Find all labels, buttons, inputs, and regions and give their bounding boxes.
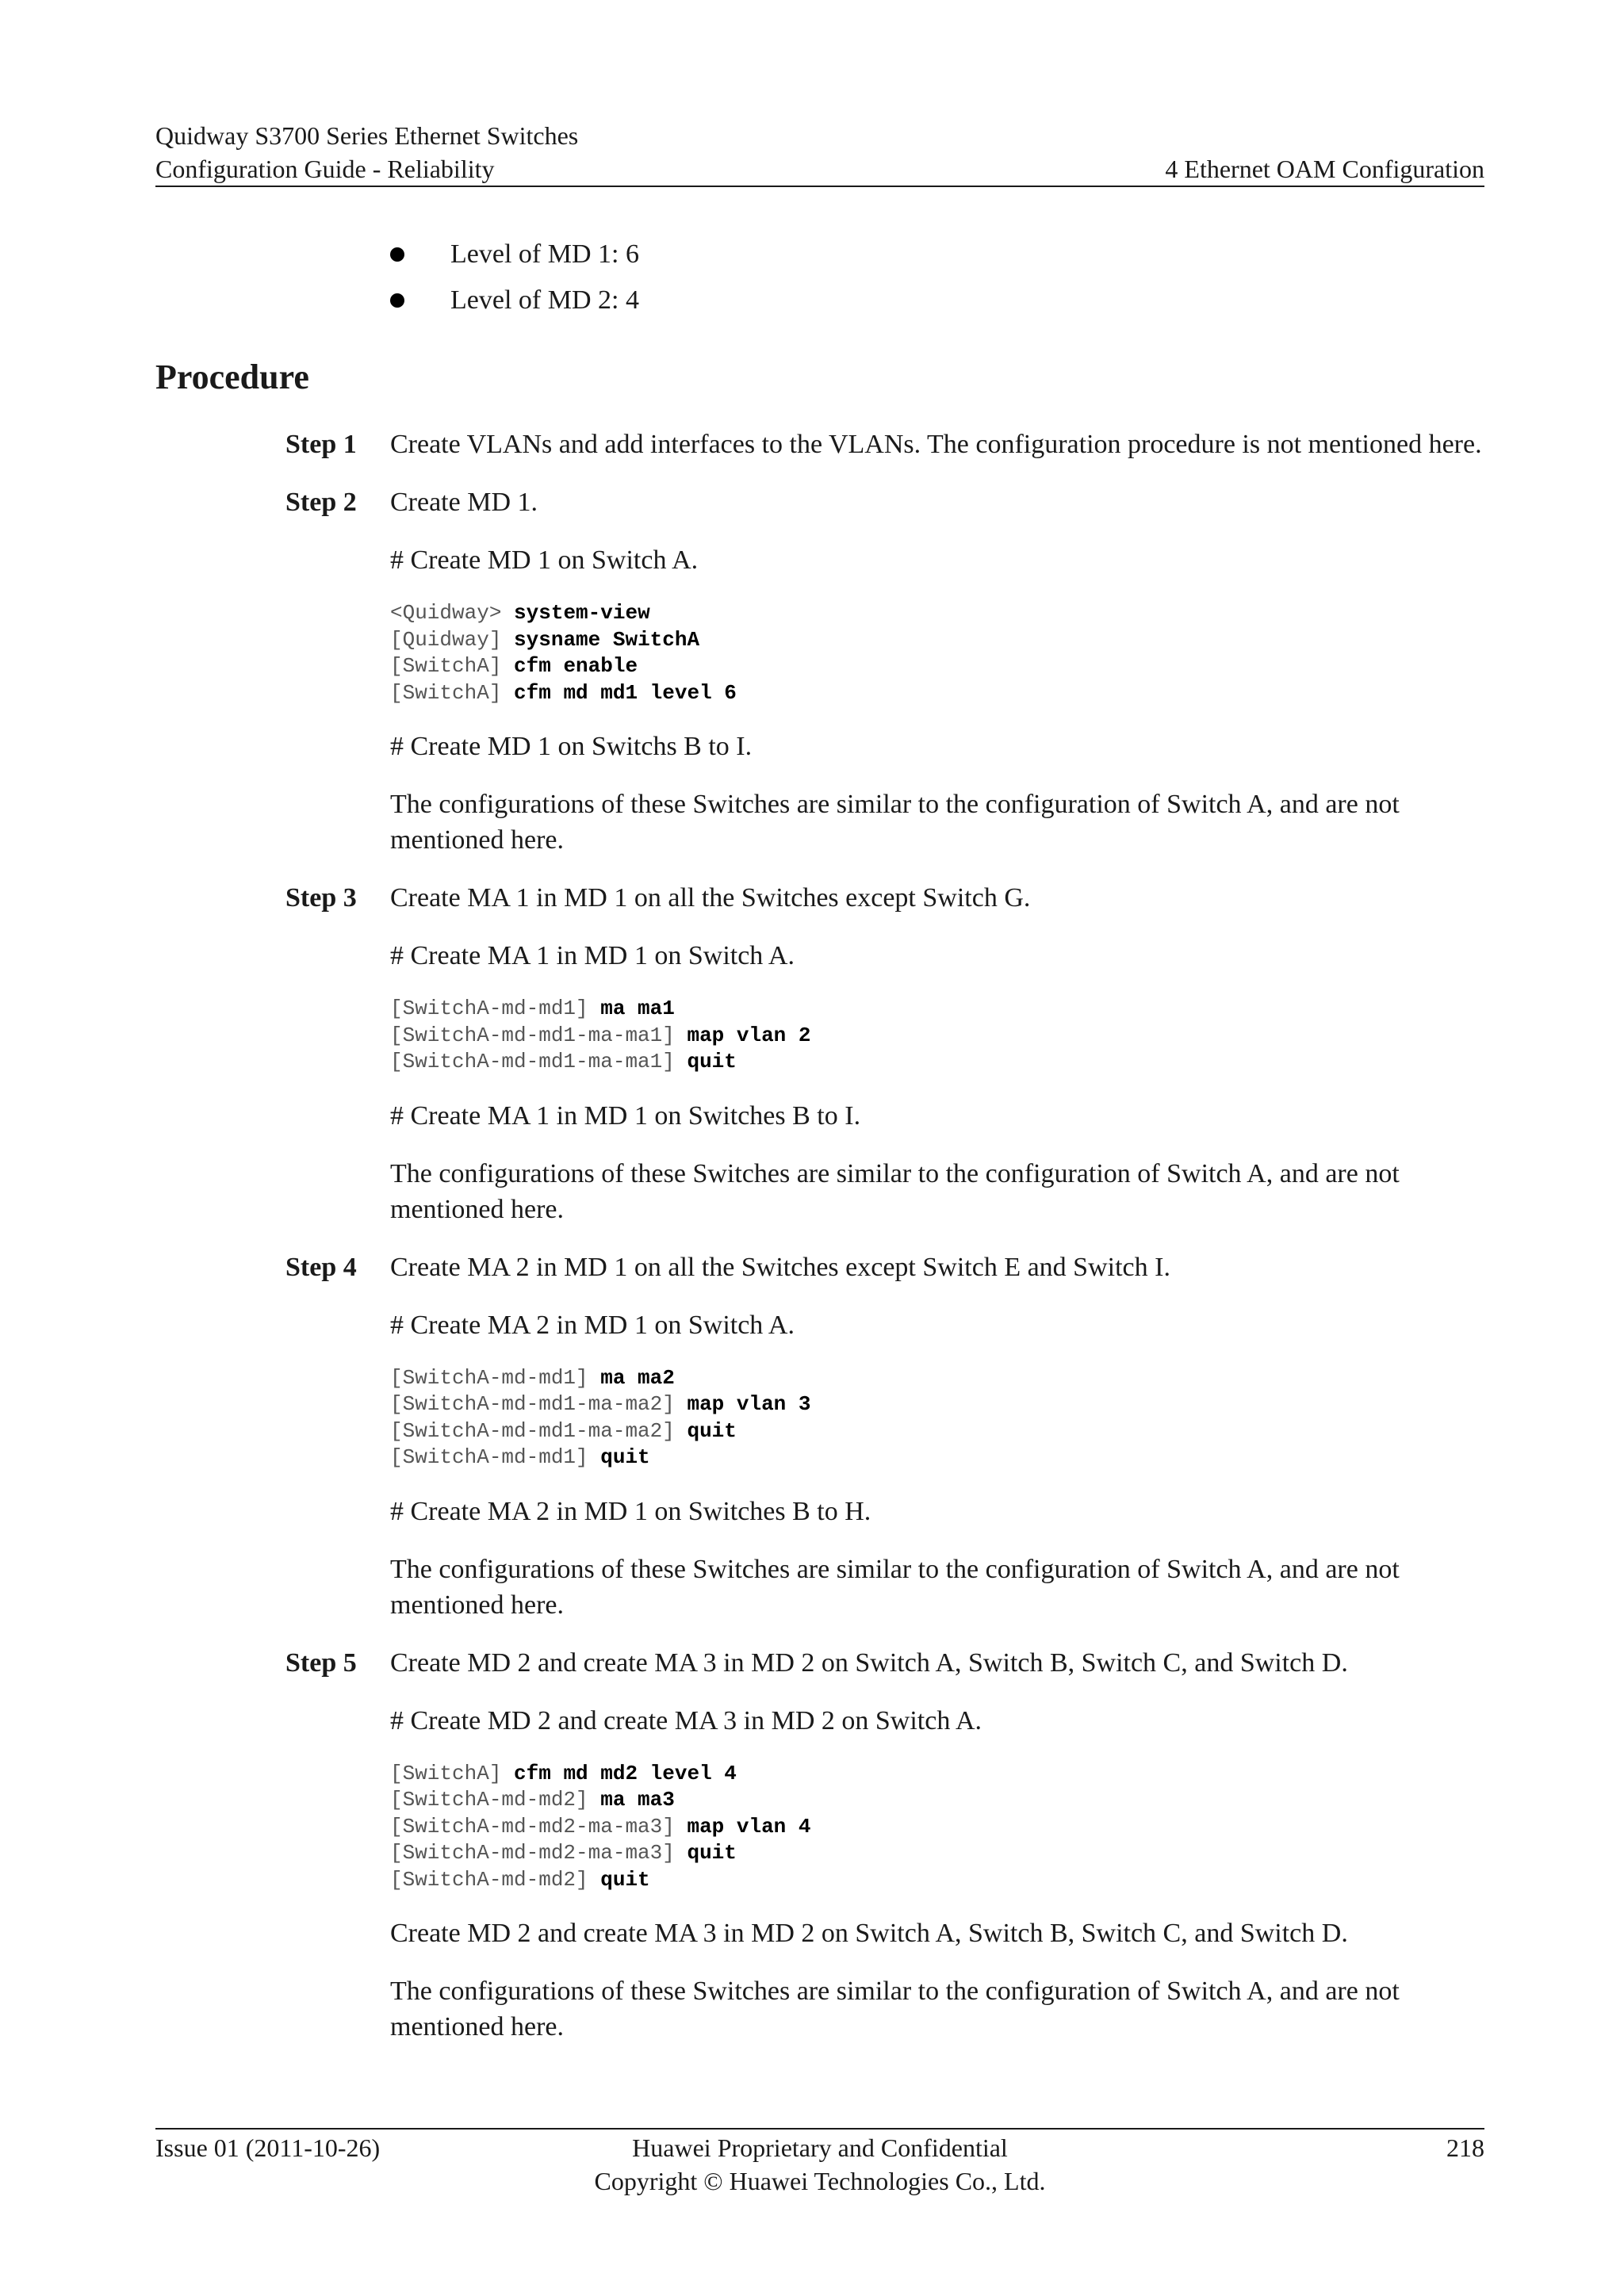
procedure-heading: Procedure <box>155 358 309 396</box>
header-guide: Configuration Guide - Reliability <box>155 155 495 183</box>
code-block <box>390 996 1484 1076</box>
cli-prompt: [SwitchA-md-md1] <box>390 997 588 1020</box>
step-paragraph: Create MD 2 and create MA 3 in MD 2 on Switch A, Switch B, Switch C, and Switch D. <box>390 1919 1348 1948</box>
code-block <box>390 1365 1484 1471</box>
cli-prompt: [SwitchA-md-md2] <box>390 1867 588 1892</box>
step-label: Step 3 <box>285 883 357 913</box>
step-paragraph: Create MD 1. <box>390 488 538 517</box>
code-line <box>390 1049 1484 1076</box>
cli-prompt: [SwitchA-md-md1] <box>390 1445 588 1469</box>
step-paragraph: # Create MA 1 in MD 1 on Switch A. <box>390 941 795 970</box>
procedure-steps <box>285 427 1484 2067</box>
code-line <box>390 1840 1484 1867</box>
step-paragraph: # Create MA 1 in MD 1 on Switches B to I. <box>390 1100 861 1131</box>
cli-command: quit <box>687 1418 737 1443</box>
step-label: Step 2 <box>285 488 357 517</box>
cli-command: quit <box>687 1050 737 1073</box>
footer-confidential: Huawei Proprietary and Confidential <box>632 2133 1008 2162</box>
cli-command: quit <box>600 1867 650 1892</box>
bullet-dot-icon <box>390 293 404 308</box>
procedure-step <box>285 1249 1484 1623</box>
step-body <box>390 880 1484 1227</box>
code-line <box>390 1814 1484 1841</box>
cli-command: map vlan 4 <box>687 1814 811 1839</box>
step-paragraph: Create MA 1 in MD 1 on all the Switches except Switch G. <box>390 883 1031 913</box>
step-paragraph: Create VLANs and add interfaces to the VLANs. The configuration procedure is not mentioned here. <box>390 430 1482 459</box>
cli-command: cfm md md1 level 6 <box>514 680 737 705</box>
cli-command: map vlan 2 <box>687 1023 811 1047</box>
code-block <box>390 600 1484 706</box>
step-body <box>390 1645 1484 2045</box>
cli-command: ma ma1 <box>600 997 675 1020</box>
code-line <box>390 1391 1484 1418</box>
step-body <box>390 427 1484 462</box>
step-paragraph: Create MA 2 in MD 1 on all the Switches except Switch E and Switch I. <box>390 1252 1170 1282</box>
page-header <box>155 119 1484 186</box>
footer-copyright: Copyright © Huawei Technologies Co., Ltd. <box>594 2167 1046 2195</box>
cli-prompt: [SwitchA] <box>390 654 502 678</box>
bullet-text: Level of MD 2: 4 <box>450 285 639 315</box>
step-paragraph: The configurations of these Switches are similar to the configuration of Switch A, and are not mentioned here. <box>390 1976 1400 2042</box>
code-line <box>390 1023 1484 1050</box>
code-line <box>390 1445 1484 1471</box>
cli-command: sysname SwitchA <box>514 627 700 652</box>
code-line <box>390 627 1484 654</box>
footer-page-number: 218 <box>1446 2133 1484 2162</box>
cli-prompt: [SwitchA-md-md1-ma-ma1] <box>390 1023 675 1047</box>
header-divider <box>155 186 1484 187</box>
cli-command: quit <box>687 1841 737 1865</box>
cli-command: cfm enable <box>514 654 638 678</box>
code-line <box>390 1418 1484 1445</box>
footer-divider <box>155 2128 1484 2130</box>
cli-prompt: [SwitchA-md-md2] <box>390 1788 588 1812</box>
cli-command: ma ma3 <box>600 1788 675 1812</box>
step-body <box>390 484 1484 858</box>
step-label: Step 1 <box>285 430 357 459</box>
header-row <box>155 152 1484 186</box>
step-paragraph: The configurations of these Switches are similar to the configuration of Switch A, and are not mentioned here. <box>390 1554 1400 1620</box>
cli-prompt: [SwitchA-md-md1] <box>390 1365 588 1390</box>
code-line <box>390 1761 1484 1788</box>
code-line <box>390 996 1484 1023</box>
cli-command: map vlan 3 <box>687 1392 811 1416</box>
code-line <box>390 653 1484 680</box>
step-paragraph: The configurations of these Switches are similar to the configuration of Switch A, and are not mentioned here. <box>390 790 1400 855</box>
step-paragraph: Create MD 2 and create MA 3 in MD 2 on Switch A, Switch B, Switch C, and Switch D. <box>390 1647 1348 1678</box>
step-paragraph: # Create MA 2 in MD 1 on Switch A. <box>390 1310 795 1340</box>
bullet-item <box>390 277 639 323</box>
step-label: Step 4 <box>285 1252 357 1282</box>
code-line <box>390 680 1484 707</box>
bullet-list <box>390 232 639 323</box>
footer-issue: Issue 01 (2011-10-26) <box>155 2133 381 2162</box>
bullet-text: Level of MD 1: 6 <box>450 239 639 269</box>
step-paragraph: # Create MD 2 and create MA 3 in MD 2 on Switch A. <box>390 1705 982 1735</box>
cli-prompt: <Quidway> <box>390 601 502 625</box>
cli-prompt: [SwitchA] <box>390 1761 502 1785</box>
cli-prompt: [SwitchA] <box>390 680 502 705</box>
cli-command: quit <box>600 1445 650 1469</box>
procedure-step <box>285 880 1484 1227</box>
cli-prompt: [SwitchA-md-md2-ma-ma3] <box>390 1814 675 1839</box>
cli-command: cfm md md2 level 4 <box>514 1761 737 1785</box>
procedure-step <box>285 1645 1484 2045</box>
step-label: Step 5 <box>285 1647 357 1678</box>
code-block <box>390 1761 1484 1894</box>
step-body <box>390 1249 1484 1623</box>
cli-prompt: [SwitchA-md-md2-ma-ma3] <box>390 1841 675 1865</box>
header-chapter: 4 Ethernet OAM Configuration <box>1165 155 1484 183</box>
cli-command: ma ma2 <box>600 1365 675 1390</box>
step-paragraph: # Create MD 1 on Switch A. <box>390 545 699 575</box>
header-product: Quidway S3700 Series Ethernet Switches <box>155 121 579 150</box>
cli-prompt: [Quidway] <box>390 627 502 652</box>
cli-prompt: [SwitchA-md-md1-ma-ma2] <box>390 1392 675 1416</box>
step-paragraph: # Create MD 1 on Switchs B to I. <box>390 732 753 761</box>
cli-prompt: [SwitchA-md-md1-ma-ma1] <box>390 1050 675 1073</box>
code-line <box>390 1867 1484 1894</box>
bullet-item <box>390 232 639 277</box>
step-paragraph: # Create MA 2 in MD 1 on Switches B to H. <box>390 1496 871 1526</box>
procedure-step <box>285 427 1484 462</box>
cli-prompt: [SwitchA-md-md1-ma-ma2] <box>390 1418 675 1443</box>
bullet-dot-icon <box>390 247 404 262</box>
code-line <box>390 600 1484 627</box>
procedure-step <box>285 484 1484 858</box>
step-paragraph: The configurations of these Switches are similar to the configuration of Switch A, and are not mentioned here. <box>390 1158 1400 1224</box>
code-line <box>390 1365 1484 1392</box>
code-line <box>390 1787 1484 1814</box>
cli-command: system-view <box>514 601 650 625</box>
page-footer <box>155 2131 1484 2195</box>
